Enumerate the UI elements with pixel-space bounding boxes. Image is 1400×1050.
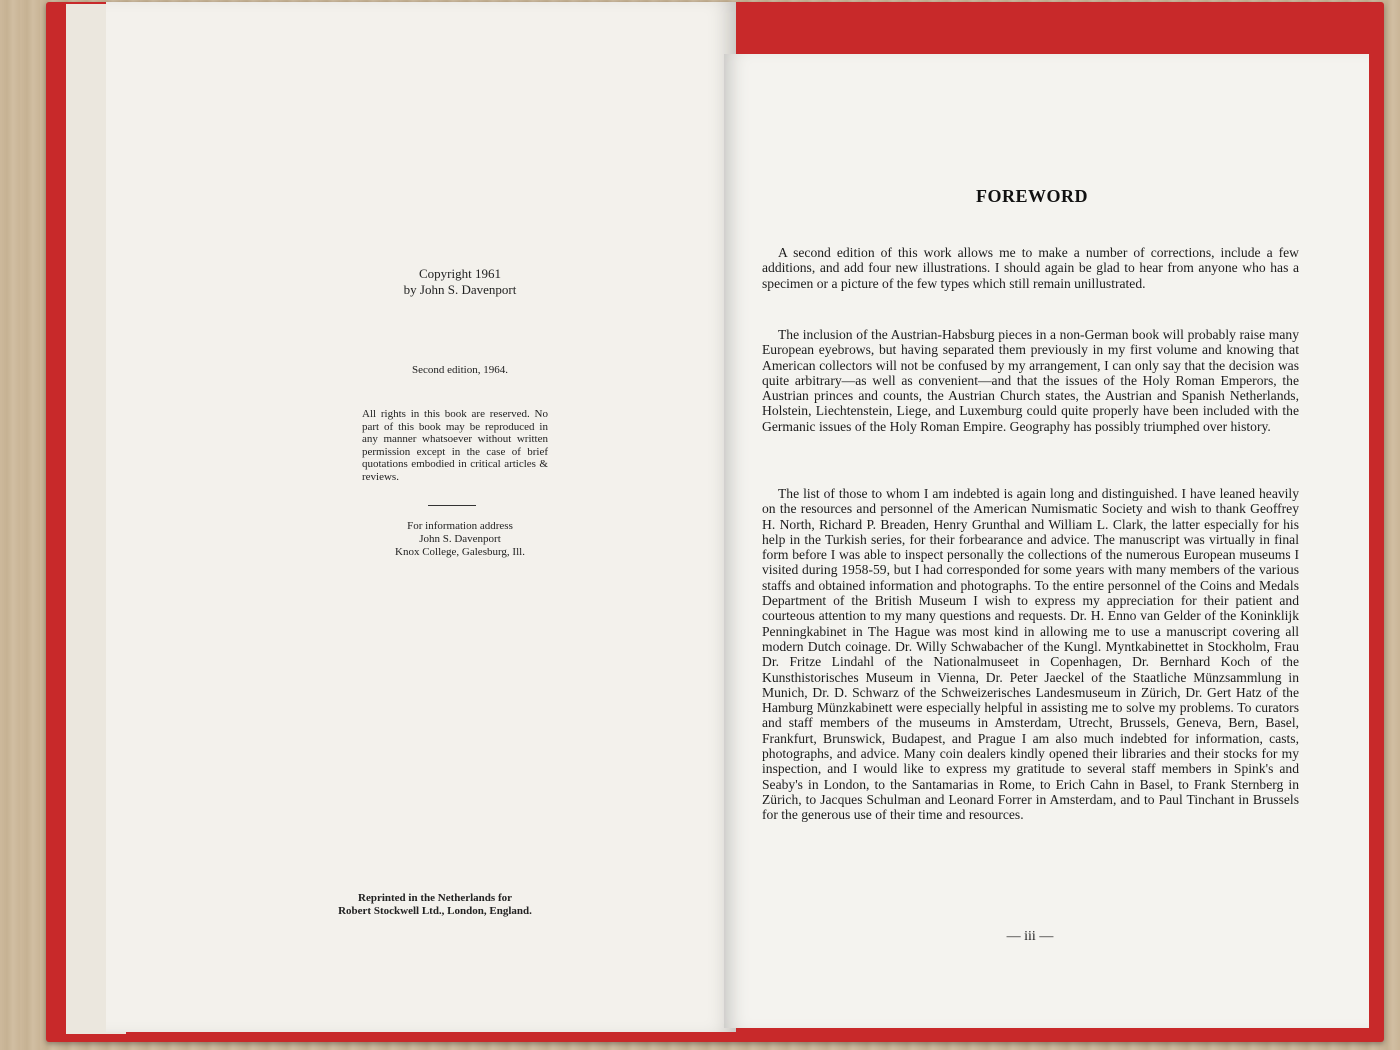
info-line-2: John S. Davenport [419,533,501,545]
rights-statement: All rights in this book are reserved. No part of this book may be reproduced in any manner whatsoever without written permission except in the case of brief quotations embodied in critical articles & reviews. [362,408,548,483]
reprint-line-1: Reprinted in the Netherlands for [358,892,512,904]
foreword-paragraph-3: The list of those to whom I am indebted is again long and distinguished. I have leaned heavily on the resources and personnel of the American Numismatic Society and wish to thank Geoffrey H. North, Richard P. Breaden, Henry Grunthal and William L. Clark, the latter especially for his help in the Turkish series, for their forbearance and advice. The manuscript was virtually in final form before I was able to inspect personally the collections of the numerous European museums I visited during 1958-59, but I had corresponded for some years with many members of the various staffs and obtained information and photographs. To the entire personnel of the Coins and Medals Department of the British Museum I wish to express my appreciation for their patient and courteous attention to my many questions and requests. Dr. H. Enno van Gelder of the Koninklijk Penningkabinet in The Hague was most kind in allowing me to use a manuscript covering all modern Dutch coinage. Dr. Willy Schwabacher of the Kungl. Myntkabinettet in Stockholm, Frau Dr. Fritze Lindahl of the Nationalmuseet in Copenhagen, Dr. Bernhard Koch of the Kunsthistorisches Museum in Vienna, Dr. Peter Jaeckel of the Staatliche Münzsammlung in Munich, Dr. D. Schwarz of the Schweizerisches Landesmuseum in Zürich, Dr. Gert Hatz of the Hamburg Münzkabinett were especially helpful in assisting me to solve my problems. To curators and staff members of the museums in Amsterdam, Utrecht, Brussels, Geneva, Bern, Basel, Frankfurt, Brunswick, Budapest, and Prague I am also much indebted for information, casts, photographs, and advice. Many coin dealers kindly opened their libraries and their stocks for my inspection, and I would like to express my gratitude to several staff members in Spink's and Seaby's in London, to the Santamarias in Rome, to Erich Cahn in Basel, to Frank Sternberg in Zürich, to Jacques Schulman and Leonard Forrer in Amsterdam, and to Paul Tinchant in Brussels for the generous use of their time and resources. [762,486,1299,823]
reprint-line-2: Robert Stockwell Ltd., London, England. [338,905,532,917]
foreword-paragraph-2: The inclusion of the Austrian-Habsburg pieces in a non-German book will probably raise many European eyebrows, but having separated them previously in my first volume and knowing that American collectors will not be confused by my arrangement, I can only say that the decision was quite arbitrary—as well as convenient—and that the issues of the Holy Roman Emperors, the Austrian princes and counts, the Austrian Church states, the Austrian and Spanish Netherlands, Holstein, Liechtenstein, Liege, and Luxemburg could quite properly have been included with the Germanic issues of the Holy Roman Empire. Geography has possibly triumphed over history. [762,327,1299,434]
copyright-line-1: Copyright 1961 [419,266,501,281]
foreword-paragraph-1: A second edition of this work allows me to make a number of corrections, include a few additions, and add four new illustrations. I should again be glad to hear from anyone who has a specimen or a picture of the few types which still remain unillustrated. [762,245,1299,291]
divider-rule [428,505,476,506]
edition-note: Second edition, 1964. [412,364,508,376]
info-line-3: Knox College, Galesburg, Ill. [395,546,525,558]
page-title: FOREWORD [976,186,1088,206]
info-line-1: For information address [407,520,513,532]
copyright-line-2: by John S. Davenport [403,282,517,297]
left-page [106,2,736,1032]
page-number: — iii — [1006,929,1054,944]
